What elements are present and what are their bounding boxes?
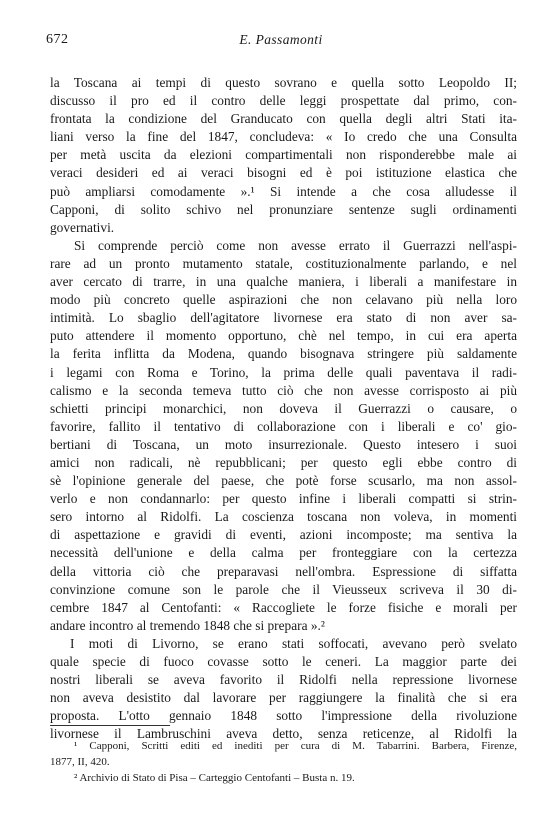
text-line: andare incontro al tremendo 1848 che si prepara ».² <box>50 617 325 633</box>
footnote-line: ¹ Capponi, Scritti editi ed inediti per cura di M. Tabarrini. Barbera, Firenze, <box>74 740 517 752</box>
text-line: proposta. L'otto gennaio 1848 sotto l'impressione della rivoluzione <box>50 708 517 724</box>
text-line: veraci desideri ed ai veraci bisogni ed è poi istituzione elastica che <box>50 165 517 181</box>
paragraph-start-line: Si comprende perciò come non avesse errato il Guerrazzi nell'aspi- <box>74 237 517 253</box>
text-line: nostri liberali se aveva favorito il Ridolfi nella repressione livornese <box>50 672 517 688</box>
text-line: modo più concreto quelle aspirazioni che non celavano più nella loro <box>50 292 517 308</box>
text-line: cembre 1847 al Centofanti: « Raccogliete le forze fisiche e morali per <box>50 599 517 615</box>
text-line: favorire, fallito il tentativo di collaborazione con i liberali e co' gio- <box>50 418 517 434</box>
text-line: di aspettazione e gravidi di eventi, azioni incomposte; ma sentiva la <box>50 527 517 543</box>
text-line: governativi. <box>50 219 115 235</box>
text-line: della vittoria ciò che preparavasi nell'ombra. Espressione di siffatta <box>50 563 517 579</box>
footnote-line: ² Archivio di Stato di Pisa – Carteggio Centofanti – Busta n. 19. <box>74 772 355 784</box>
text-line: quale specie di fuoco covasse sotto le ceneri. La maggior parte dei <box>50 654 517 669</box>
text-line: la ferita inflitta da Modena, quando bisognava stringere più saldamente <box>50 346 517 362</box>
text-line: calismo e la seconda temeva tutto ciò che non avesse corrisposto ai più <box>50 382 517 398</box>
text-line: convinzione comune son le parole che il Vieusseux scriveva il 30 di- <box>50 581 517 597</box>
running-head: E. Passamonti <box>239 32 323 47</box>
text-line: può ampliarsi comodamente ».¹ Si intende a che cosa alludesse il <box>50 183 517 199</box>
text-line: discusso il pro ed il contro delle leggi prospettate dal primo, con- <box>50 93 517 109</box>
footnotes <box>50 738 517 786</box>
text-line: verlo e non condannarlo: per questo infine i liberali compatti si strin- <box>50 491 517 507</box>
text-line: schietti principi monarchici, non doveva il Guerrazzi o causare, o <box>50 400 517 416</box>
text-line: necessità dell'unione e della calma per fronteggiare con la certezza <box>50 545 517 561</box>
page-number: 672 <box>46 32 69 47</box>
page-header <box>46 32 516 52</box>
text-line: intimità. Lo sbaglio dell'agitatore livornese era stato di non aver sa- <box>50 310 517 326</box>
text-line: la Toscana ai tempi di questo sovrano e quella sotto Leopoldo II; <box>50 75 517 90</box>
text-line: sè l'opinione generale del paese, che potè forse scusarlo, ma non assol- <box>50 473 517 489</box>
text-line: rare ad un pronto mutamento statale, costituzionalmente parlando, e nel <box>50 255 517 271</box>
text-line: per metà uscita da elezioni compartimentali non risponderebbe male ai <box>50 147 517 163</box>
text-line: liani verso la fine del 1847, concludeva: « Io credo che una Consulta <box>50 129 517 145</box>
text-line: sero intorno al Ridolfi. La coscienza toscana non voleva, in momenti <box>50 509 517 525</box>
text-line: aver cercato di trarre, in una qualche maniera, i liberali a manifestare in <box>50 274 517 290</box>
text-line: bertiani di Toscana, un moto insurrezionale. Questo intesero i suoi <box>50 436 517 452</box>
text-line: frontata la condizione del Granducato con quella degli altri Stati ita- <box>50 111 517 127</box>
text-line: amici non radicali, nè repubblicani; per questo egli ebbe contro di <box>50 454 517 470</box>
footnote-line: 1877, II, 420. <box>50 756 110 768</box>
paragraph-start-line: I moti di Livorno, se erano stati soffocati, avevano però svelato <box>70 635 517 651</box>
text-line: puto attendere il momento opportuno, chè nel tempo, in cui era aperta <box>50 328 517 344</box>
text-line: non aveva desistito dal lavorare per raggiungere la finalità che si era <box>50 690 517 706</box>
text-line: livornese il Lambruschini aveva detto, senza reticenze, al Ridolfi la <box>50 726 517 742</box>
text-line: Capponi, di solito schivo nel pronunziare sentenze sugli ordinamenti <box>50 201 517 217</box>
footnote-divider <box>50 725 170 726</box>
body-text <box>50 74 517 743</box>
text-line: i legami con Roma e Torino, la prima delle quali paventava il radi- <box>50 364 517 380</box>
